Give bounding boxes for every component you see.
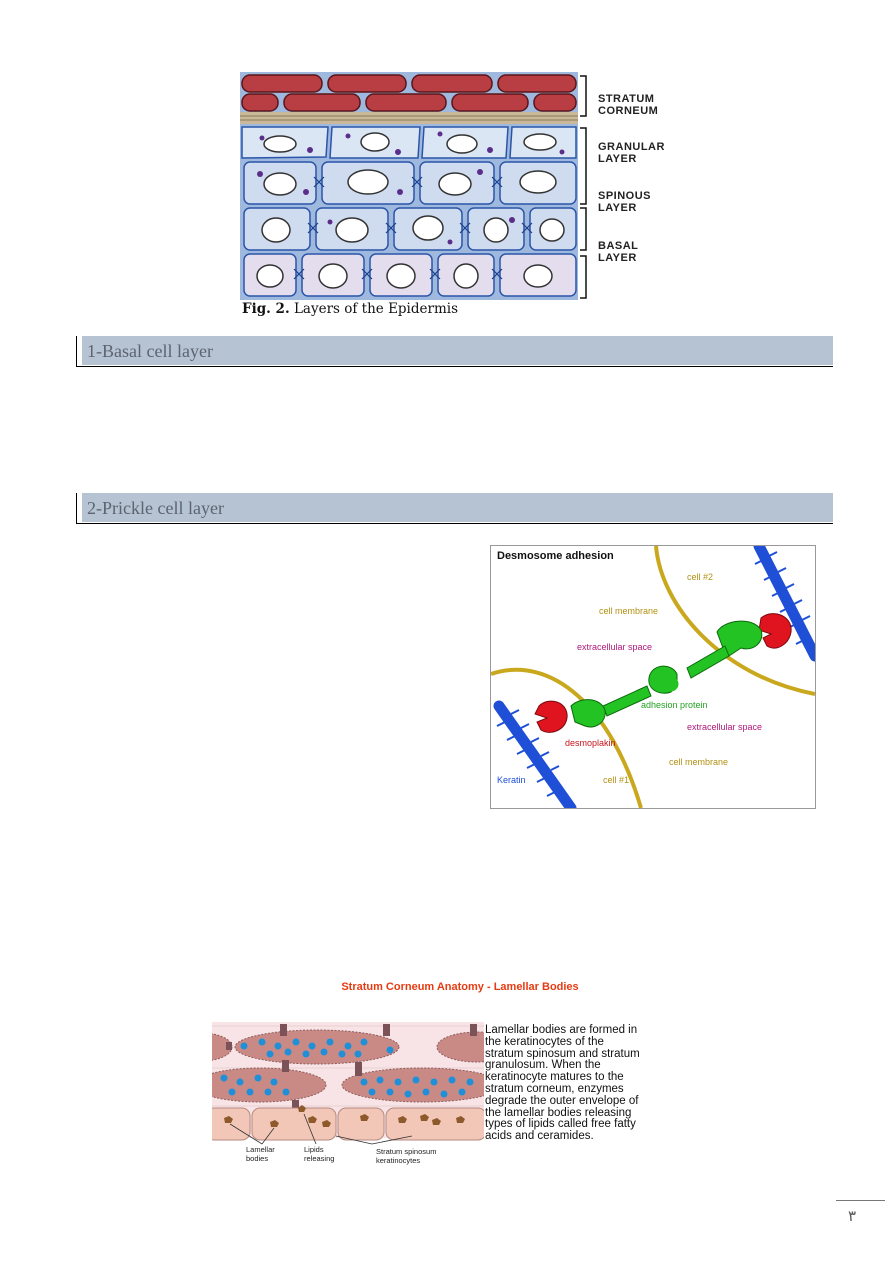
page-number-rule [836, 1200, 885, 1201]
lamellar-label-line1: Lamellar [246, 1145, 275, 1154]
description-line: stratum spinosum and stratum [485, 1047, 640, 1060]
description-line: acids and ceramides. [485, 1130, 594, 1143]
section-header-prickle [76, 493, 833, 524]
cell1-label: cell #1 [603, 775, 630, 785]
caption-prefix: Fig. 2. [242, 301, 290, 317]
label-line: STRATUM [598, 93, 655, 105]
desmosome-adhesion-figure [490, 545, 816, 809]
granular-layer-label [598, 141, 665, 165]
lipids-label-line1: Lipids [304, 1145, 324, 1154]
adhesion-protein-label: adhesion protein [641, 700, 708, 710]
label-line: GRANULAR [598, 141, 665, 153]
section-header-basal [76, 336, 833, 367]
label-line: LAYER [598, 202, 637, 214]
section-title: 1-Basal cell layer [87, 341, 213, 361]
description-line: types of lipids called free fatty [485, 1118, 636, 1131]
adhesion-protein [571, 621, 762, 727]
lamellar-description [485, 1025, 685, 1143]
stratum-corneum-label [598, 93, 658, 117]
spinosum-label-line2: keratinocytes [376, 1156, 421, 1165]
basal-layer-label [598, 240, 638, 264]
desmoplakin-top [759, 614, 791, 648]
extracellular-space-bottom-label: extracellular space [687, 722, 763, 732]
caption-text: Layers of the Epidermis [289, 301, 459, 317]
page-number: ٣ [848, 1207, 857, 1225]
lamellar-bodies-figure [212, 1022, 484, 1167]
keratin-label: Keratin [497, 775, 526, 785]
lipids-label-line2: releasing [304, 1154, 335, 1163]
desmoplakin-label: desmoplakin [565, 738, 616, 748]
spinous-layer-label [598, 190, 651, 214]
description-line: keratinocyte matures to the [485, 1071, 624, 1084]
desmoplakin-bottom [535, 701, 567, 732]
label-line: LAYER [598, 252, 637, 264]
cell-membrane-bottom-label: cell membrane [669, 757, 729, 767]
description-line: Lamellar bodies are formed in [485, 1024, 638, 1036]
figure2-title: Desmosome adhesion [497, 550, 614, 562]
extracellular-space-top-label: extracellular space [577, 642, 653, 652]
spinosum-label-line1: Stratum spinosum [376, 1147, 437, 1156]
desmosome-diagram [491, 546, 815, 808]
cell-membrane-top-label: cell membrane [599, 606, 659, 616]
description-line: the lamellar bodies releasing [485, 1106, 632, 1119]
label-line: CORNEUM [598, 105, 659, 117]
label-line: LAYER [598, 153, 637, 165]
description-line: the keratinocytes of the [485, 1035, 604, 1048]
description-line: granulosum. When the [485, 1059, 601, 1072]
spinosum-cells [212, 1108, 484, 1140]
figure3-pointer-labels [246, 1145, 436, 1165]
layer-brackets [580, 76, 586, 298]
cell2-label: cell #2 [687, 572, 714, 582]
lamellar-label-line2: bodies [246, 1154, 269, 1163]
figure3-title: Stratum Corneum Anatomy - Lamellar Bodies [341, 981, 579, 993]
figure-caption [242, 301, 458, 317]
epidermis-layers-figure [240, 72, 600, 300]
label-line: SPINOUS [598, 190, 652, 202]
section-title: 2-Prickle cell layer [87, 498, 224, 518]
description-line: degrade the outer envelope of [485, 1094, 639, 1107]
label-line: BASAL [598, 240, 639, 252]
description-line: stratum corneum, enzymes [485, 1082, 624, 1095]
